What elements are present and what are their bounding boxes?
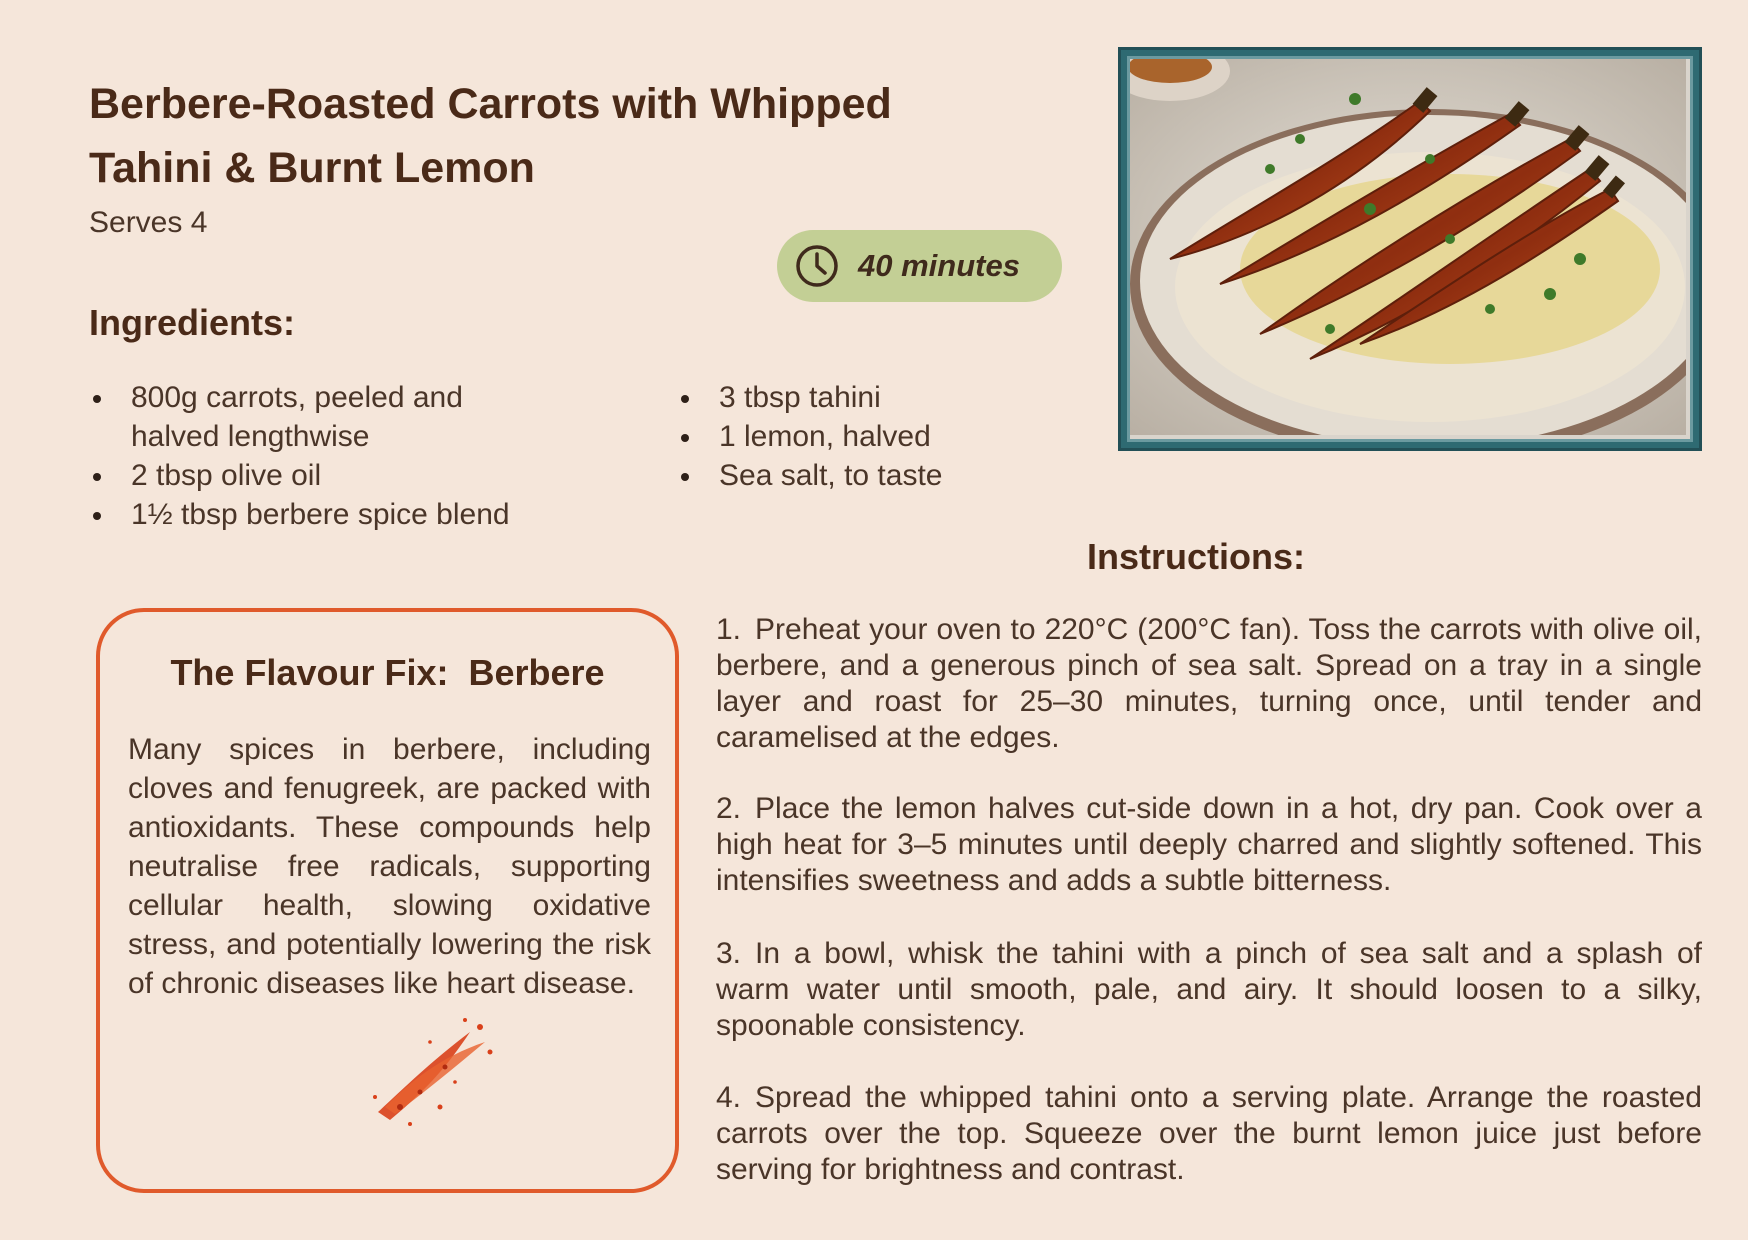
- instruction-step: [716, 791, 1702, 899]
- serves-label: Serves 4: [89, 206, 208, 239]
- list-item: 800g carrots, peeled and halved lengthwise: [89, 378, 549, 456]
- list-item: Sea salt, to taste: [677, 456, 1057, 495]
- list-item: 2 tbsp olive oil: [89, 456, 549, 495]
- ingredients-list-left: [89, 378, 549, 534]
- list-item: 1 lemon, halved: [677, 417, 1057, 456]
- step-text: Spread the whipped tahini onto a serving plate. Arrange the roasted carrots over the top. Squeeze over the burnt lemon juice just before serving for brightness and contrast.: [716, 1081, 1702, 1186]
- instruction-step: [716, 936, 1702, 1044]
- step-number: 1.: [716, 613, 742, 646]
- flavour-fix-box: [96, 608, 679, 1193]
- step-number: 3.: [716, 937, 742, 970]
- list-item: 3 tbsp tahini: [677, 378, 1057, 417]
- instruction-step: [716, 612, 1702, 756]
- ingredients-heading: Ingredients:: [89, 302, 296, 343]
- step-text: Place the lemon halves cut-side down in a hot, dry pan. Cook over a high heat for 3–5 minutes until deeply charred and slightly softened. This intensifies sweetness and adds a subtle bitterness.: [716, 792, 1702, 897]
- step-text: In a bowl, whisk the tahini with a pinch of sea salt and a splash of warm water until smooth, pale, and airy. It should loosen to a silky, spoonable consistency.: [716, 937, 1702, 1042]
- list-item: 1½ tbsp berbere spice blend: [89, 495, 549, 534]
- time-badge: [777, 230, 1062, 302]
- instruction-step: [716, 1080, 1702, 1188]
- flavour-fix-text: Many spices in berbere, including cloves and fenugreek, are packed with antioxidants. These compounds help neutralise free radicals, supporting cellular health, slowing oxidative stress, and potentially lowering the risk of chronic diseases like heart disease.: [128, 733, 651, 1000]
- recipe-title: Berbere-Roasted Carrots with Whipped Tahini & Burnt Lemon: [89, 80, 892, 192]
- step-number: 4.: [716, 1081, 742, 1114]
- ingredients-list-right: [677, 378, 1057, 495]
- spice-splash-icon: [370, 1012, 500, 1132]
- step-number: 2.: [716, 792, 742, 825]
- time-label: 40 minutes: [858, 248, 1020, 283]
- flavour-fix-title: The Flavour Fix: Berbere: [170, 652, 605, 693]
- plated-carrots-photo: [1130, 59, 1690, 439]
- instructions-heading: Instructions:: [1086, 536, 1305, 577]
- step-text: Preheat your oven to 220°C (200°C fan). Toss the carrots with olive oil, berbere, and a generous pinch of sea salt. Spread on a tray in a single layer and roast for 25–30 minutes, turning once, until tender and caramelised at the edges.: [716, 613, 1702, 754]
- photo-frame: [1118, 47, 1702, 451]
- clock-icon: [794, 243, 840, 289]
